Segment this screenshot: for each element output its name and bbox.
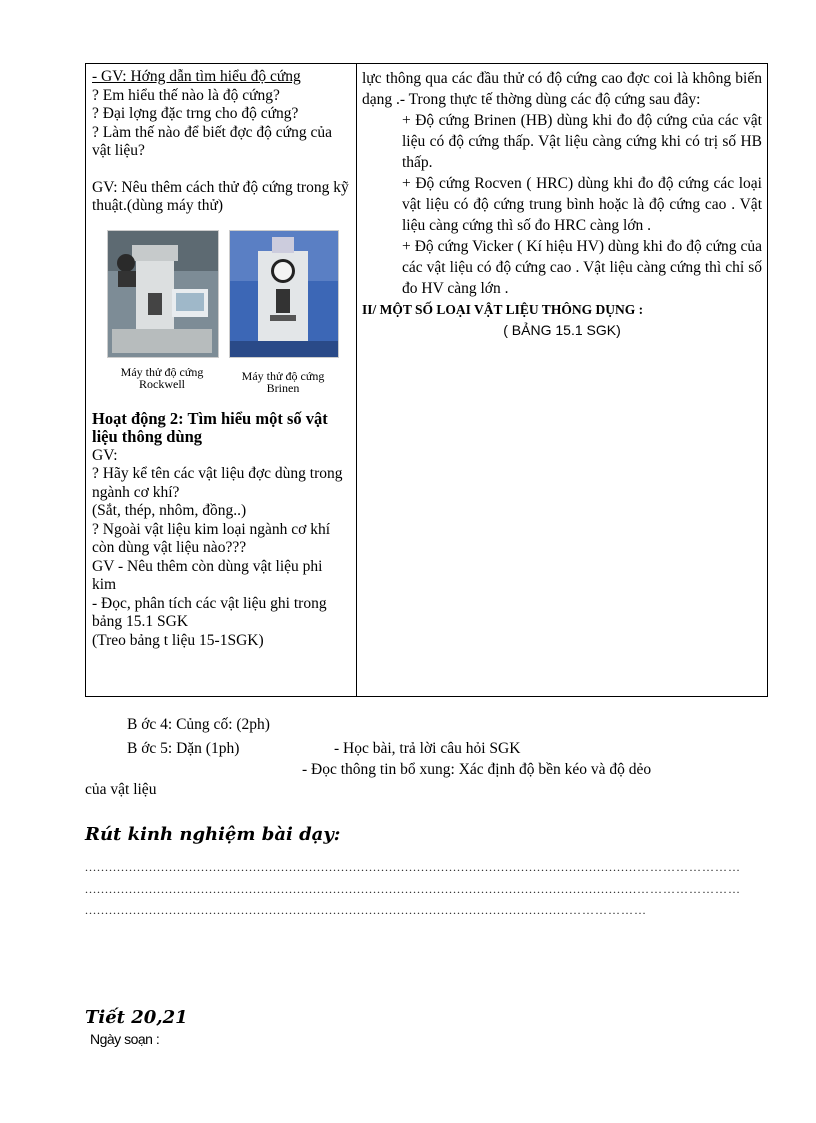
rockwell-tester-image <box>107 230 219 358</box>
review-line-2: ..........................................................................................................................................…………………… <box>85 882 741 896</box>
question-2: ? Đại lợng đặc trng cho độ cứng? <box>92 105 299 122</box>
gv-note: GV: Nêu thêm cách thử độ cứng trong kỹ thuật.(dùng máy thử) <box>92 178 349 214</box>
intro-text: lực thông qua các đầu thử có độ cứng cao đợc coi là không biến dạng .- Trong thực tế thờng dùng các độ cứng sau đây: <box>362 70 762 108</box>
lesson-table <box>85 63 768 697</box>
read-analyze: - Đọc, phân tích các vật liệu ghi trong bảng 15.1 SGK <box>92 594 327 630</box>
section-title: II/ MỘT SỐ LOẠI VẬT LIỆU THÔNG DỤNG : <box>362 302 644 317</box>
brinen-tester-image <box>229 230 339 358</box>
hardness-tester-photos <box>92 230 350 410</box>
question-1: ? Em hiểu thế nào là độ cứng? <box>92 86 280 104</box>
step-5-c: của vật liệu <box>85 781 157 798</box>
hv-text: + Độ cứng Vicker ( Kí hiệu HV) dùng khi đo độ cứng của các vật liệu có độ cứng cao . Vật liệu càng cứng thì chỉ số đo HV càng lớn . <box>402 238 762 297</box>
step-5-a: - Học bài, trả lời câu hỏi SGK <box>334 740 521 757</box>
content-column <box>362 68 762 341</box>
question-5: ? Ngoài vật liệu kim loại ngành cơ khí còn dùng vật liệu nào??? <box>92 520 331 556</box>
hb-text: + Độ cứng Brinen (HB) dùng khi đo độ cứng của các vật liệu có độ cứng thấp. Vật liệu càng cứng khi có trị số HB thấp. <box>402 112 762 171</box>
teacher-activity-column <box>92 68 350 650</box>
step-4: B ớc 4: Củng cố: (2ph) <box>127 716 270 733</box>
step-5: B ớc 5: Dặn (1ph) <box>127 740 240 757</box>
activity-2-title: Hoạt động 2: Tìm hiểu một số vật liệu thông dùng <box>92 408 328 446</box>
hrc-text: + Độ cứng Rocven ( HRC) dùng khi đo độ cứng các loại vật liệu có độ cứng trung bình hoặc là độ cứng cao . Vật liệu càng cứng thì số đo HRC càng lớn . <box>402 175 762 234</box>
column-divider <box>356 64 357 696</box>
review-title: Rút kinh nghiệm bài dạy: <box>85 824 341 845</box>
caption-brinen: Máy thử độ cứng Brinen <box>241 368 325 395</box>
caption-rockwell: Máy thử độ cứng Rockwell <box>120 364 204 391</box>
gv-nonmetal: GV - Nêu thêm còn dùng vật liệu phi kim <box>92 557 323 593</box>
hang-table: (Treo bảng t liệu 15-1SGK) <box>92 631 264 649</box>
gv-guide: - GV: Hớng dẫn tìm hiểu độ cứng <box>92 68 301 85</box>
question-4: ? Hãy kể tên các vật liệu đợc dùng trong ngành cơ khí? <box>92 465 343 501</box>
question-3: ? Làm thế nào để biết đợc độ cứng của vật liệu? <box>92 123 332 159</box>
review-line-1: ..........................................................................................................................................…………………… <box>85 860 741 874</box>
step-5-b: - Đọc thông tin bổ xung: Xác định độ bền kéo và độ dẻo <box>302 761 652 778</box>
review-line-3: .........................................................................................................................……………… <box>85 903 647 917</box>
table-ref: ( BẢNG 15.1 SGK) <box>503 322 621 338</box>
period-title: Tiết 20,21 <box>85 1007 188 1028</box>
gv-label: GV: <box>92 446 118 464</box>
date-prepared: Ngày soạn : <box>90 1031 160 1047</box>
answer-4: (Sắt, thép, nhôm, đồng..) <box>92 502 247 519</box>
